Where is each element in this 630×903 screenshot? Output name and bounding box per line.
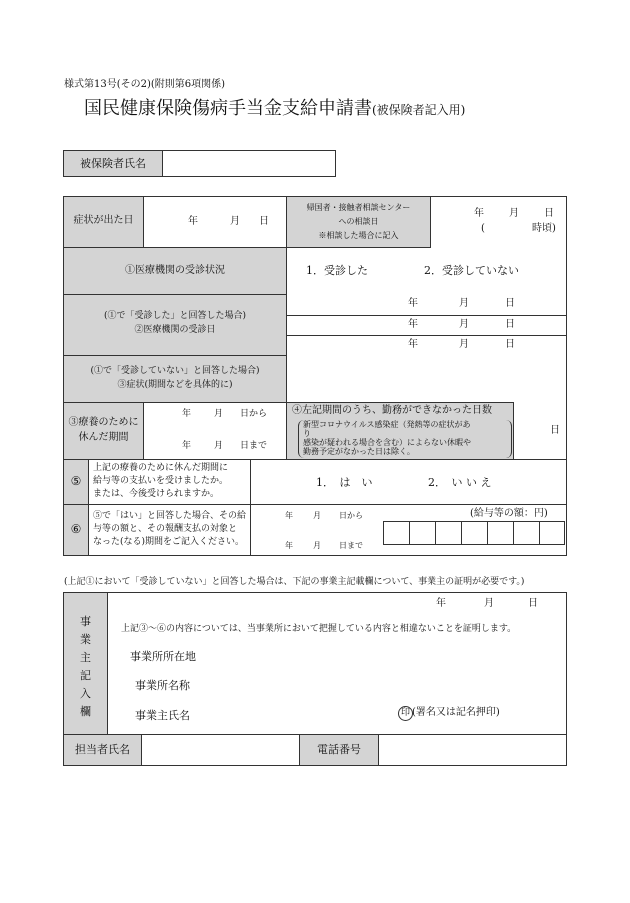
employer-address-label: 事業所所在地 xyxy=(130,650,196,663)
q5-option-no[interactable]: 2． い い え xyxy=(428,476,492,489)
seal-note: (署名又は記名押印) xyxy=(412,707,500,718)
symptoms-label-cell: (①で「受診していない」と回答した場合) ③症状(期間などを具体的に) xyxy=(63,355,287,403)
amount-digit-box[interactable] xyxy=(513,521,540,545)
rest-period-label-cell: ③療養のために 休んだ期間 xyxy=(63,402,144,460)
q5-question-cell: 上記の療養のために休んだ期間に 給与等の支払いを受けましたか。 または、今後受けられますか。 xyxy=(88,459,251,505)
seal-icon: 印 xyxy=(398,706,413,721)
q6-number-cell: ⑥ xyxy=(63,504,89,556)
form-title-sub: (被保険者記入用) xyxy=(372,103,466,117)
symptom-date-field[interactable]: 年 月 日 xyxy=(188,216,269,227)
employer-owner-label: 事業主氏名 xyxy=(135,709,190,722)
insured-name-field[interactable] xyxy=(162,150,336,177)
employer-note: (上記①において「受診していない」と回答した場合は、下記の事業主記載欄について、事業主の証明が必要です。) xyxy=(64,577,525,587)
employer-address-field[interactable] xyxy=(210,646,560,666)
q6-amount-boxes[interactable] xyxy=(383,521,565,545)
phone-field[interactable] xyxy=(379,735,566,765)
insured-name-label: 被保険者氏名 xyxy=(80,157,146,170)
q5-number-cell: ⑤ xyxy=(63,459,89,505)
amount-digit-box[interactable] xyxy=(383,521,410,545)
amount-digit-box[interactable] xyxy=(409,521,436,545)
visit-date-row[interactable]: 年 月 日 xyxy=(408,339,515,350)
phone-label-cell: 電話番号 xyxy=(299,734,379,766)
visit-status-option-1[interactable]: 1．受診した xyxy=(306,264,368,277)
employer-side-label: 事 業 主 記 入 欄 xyxy=(63,592,108,735)
staff-label-cell: 担当者氏名 xyxy=(63,734,142,766)
unable-days-label: ④左記期間のうち、勤務ができなかった日数 xyxy=(292,405,492,416)
consult-center-field[interactable]: 年 月 日 ( 時頃) xyxy=(474,208,556,234)
unable-days-field[interactable]: 日 xyxy=(550,425,560,436)
visit-date-row[interactable]: 年 月 日 xyxy=(408,319,515,330)
unable-days-note: 新型コロナウイルス感染症（発熱等の症状があ り 感染が疑われる場合を含む）によらない休暇や 勤務予定がなかった日は除く。 xyxy=(298,420,512,458)
employer-name-field[interactable] xyxy=(210,675,560,695)
staff-name-field[interactable] xyxy=(142,735,299,765)
symptoms-field[interactable] xyxy=(287,356,567,403)
consult-center-label-cell: 帰国者・接触者相談センター への相談日 ※相談した場合に記入 xyxy=(286,196,431,248)
visit-status-label-cell xyxy=(63,247,287,295)
employer-certify-text: 上記③～⑥の内容については、当事業所において把握している内容と相違ないことを証明します。 xyxy=(121,624,517,634)
visit-status-option-2[interactable]: 2．受診していない xyxy=(424,264,519,277)
rest-period-field[interactable]: 年 月 日から 年 月 日まで xyxy=(182,409,268,451)
symptom-date-label-cell xyxy=(63,196,144,248)
employer-owner-field[interactable] xyxy=(210,705,395,725)
visit-dates-label-cell: (①で「受診した」と回答した場合) ②医療機関の受診日 xyxy=(63,294,287,356)
visit-date-row[interactable]: 年 月 日 xyxy=(408,298,515,309)
symptom-date-label: 症状が出た日 xyxy=(73,215,134,226)
q6-amount-label: (給与等の額：円) xyxy=(470,508,548,519)
q6-period-field[interactable]: 年 月 日から 年 月 日まで xyxy=(285,511,363,550)
amount-digit-box[interactable] xyxy=(461,521,488,545)
unable-days-label-cell xyxy=(286,402,514,460)
q5-option-yes[interactable]: 1． は い xyxy=(316,476,373,489)
amount-digit-box[interactable] xyxy=(539,521,565,545)
amount-digit-box[interactable] xyxy=(435,521,462,545)
insured-name-label-cell xyxy=(63,150,163,177)
employer-date-field[interactable]: 年 月 日 xyxy=(436,598,538,609)
form-title xyxy=(84,98,465,121)
q6-question-cell: ⑤で「はい」と回答した場合、その給 与等の額と、その報酬支払の対象と なった(なる)期間をご記入ください。 xyxy=(88,504,251,556)
amount-digit-box[interactable] xyxy=(487,521,514,545)
employer-name-label: 事業所名称 xyxy=(135,679,190,692)
form-number: 様式第13号(その2)(附則第6項関係) xyxy=(64,79,226,90)
visit-status-label: ①医療機関の受診状況 xyxy=(125,265,225,276)
form-title-main: 国民健康保険傷病手当金支給申請書 xyxy=(84,98,372,119)
